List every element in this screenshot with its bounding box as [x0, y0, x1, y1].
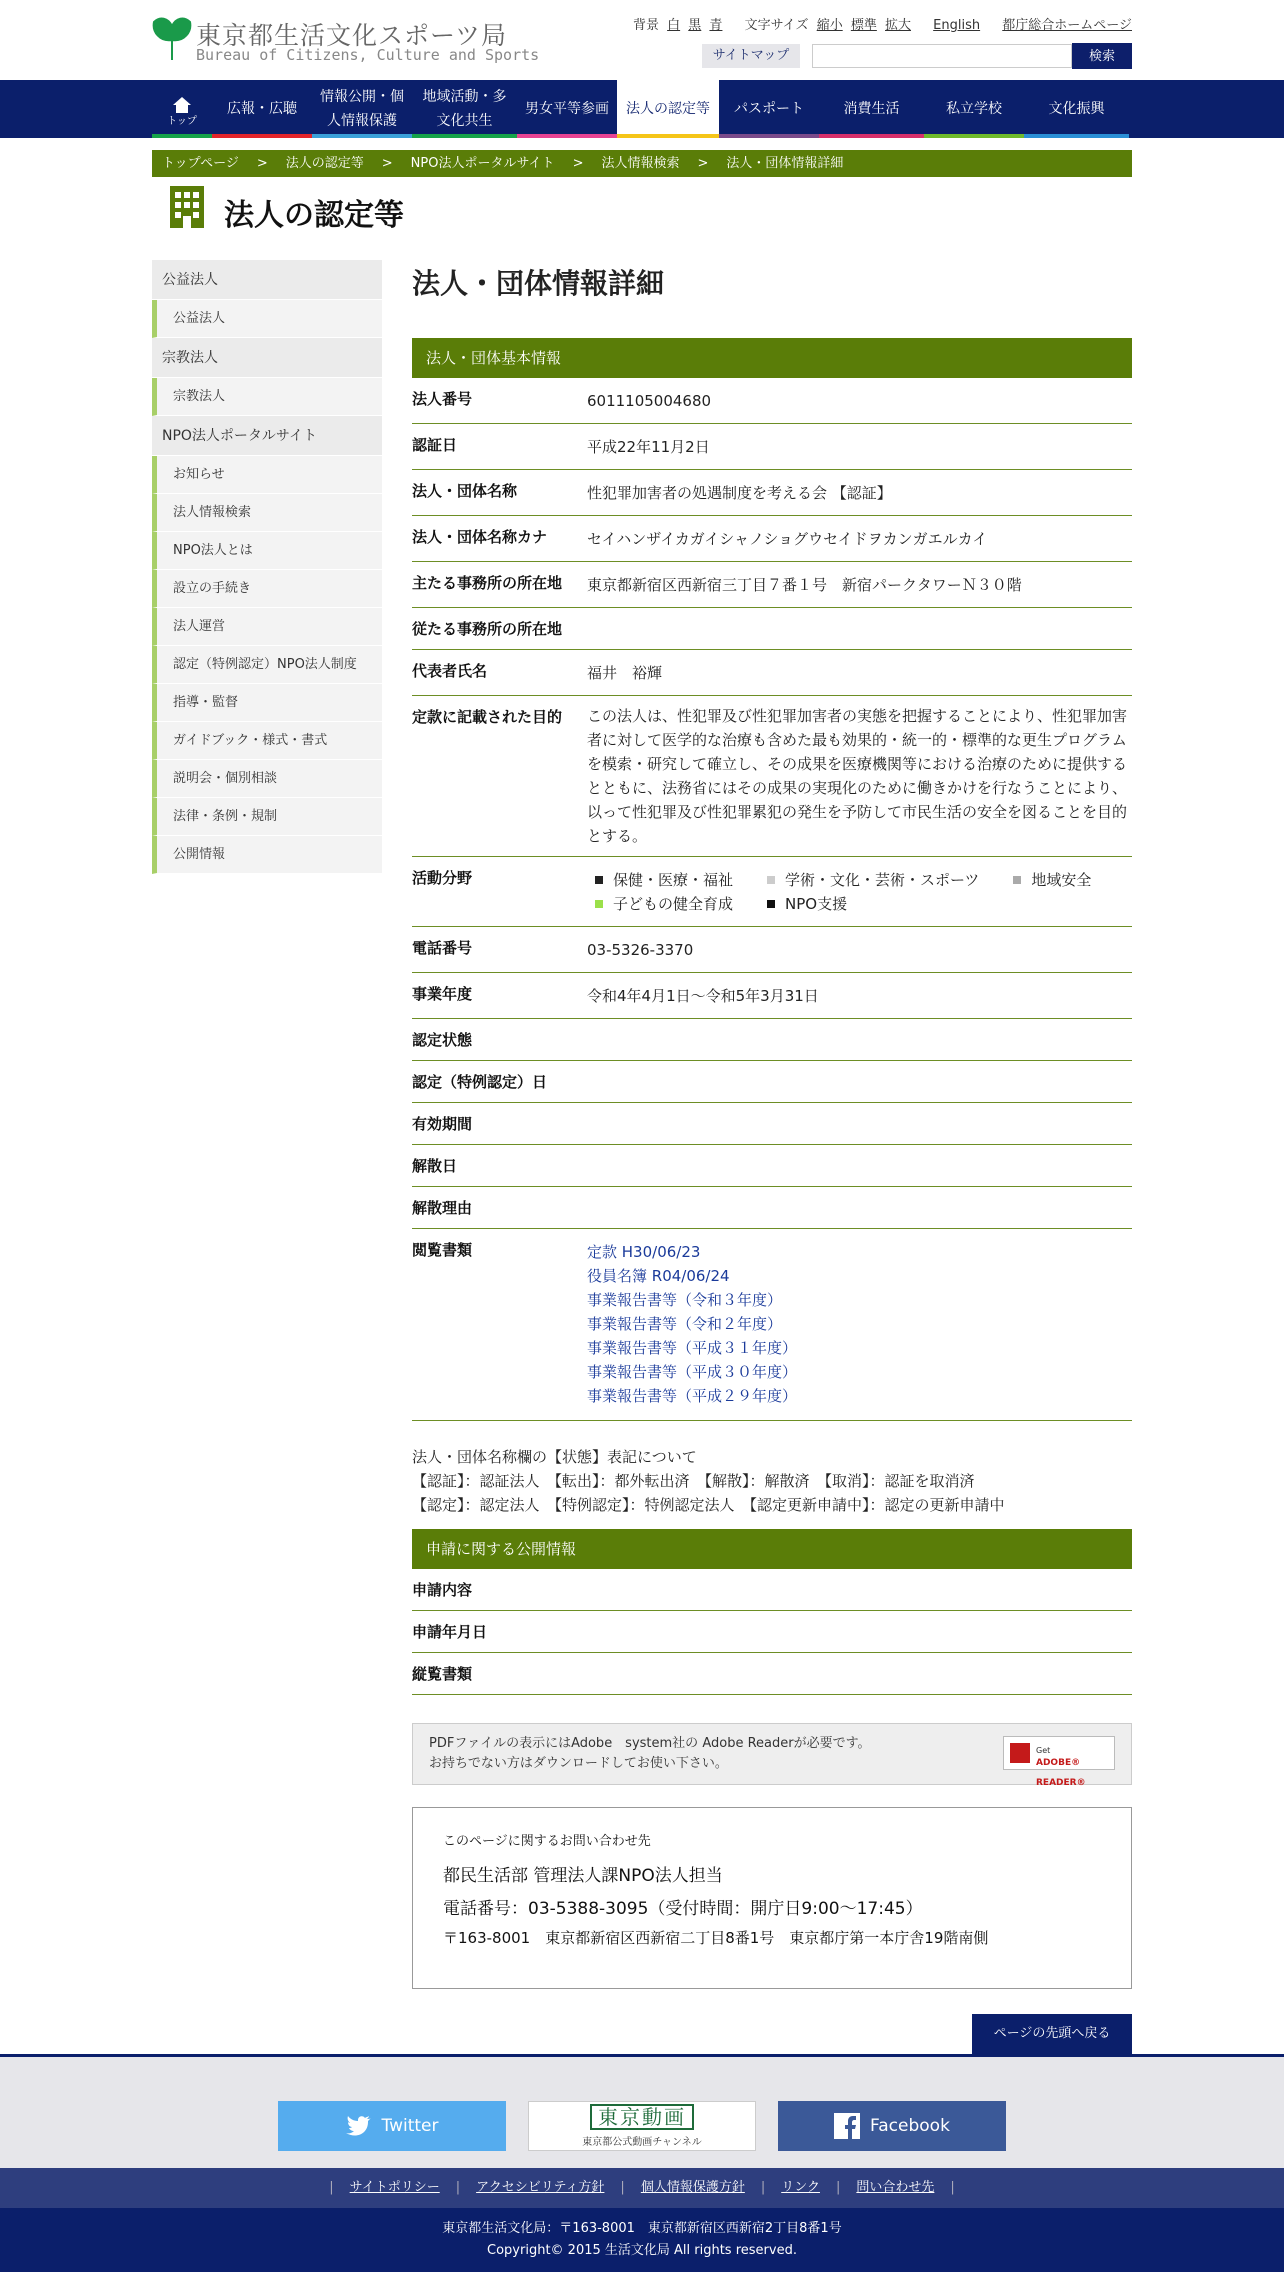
table-row	[412, 1187, 1132, 1229]
twitter-icon	[346, 2115, 372, 2137]
sidebar-item[interactable]: 説明会・個別相談	[152, 760, 382, 798]
contact-title: このページに関するお問い合わせ先	[443, 1834, 651, 1849]
cert-day-value	[587, 1061, 1132, 1103]
main-content	[412, 260, 1132, 1989]
field-label: 解散理由	[412, 1187, 587, 1229]
global-nav	[0, 80, 1284, 138]
tokyo-video-channel-button[interactable]	[528, 2101, 756, 2151]
pdf-notice	[412, 1723, 1132, 1788]
field-label: 閲覧書類	[412, 1229, 587, 1421]
breadcrumb	[152, 150, 1132, 177]
breadcrumb-item[interactable]: NPO法人ポータルサイト	[410, 156, 555, 171]
activity-label: 地域安全	[1031, 871, 1092, 889]
bg-blue-link[interactable]: 青	[709, 18, 723, 33]
pdf-note: PDFファイルの表示にはAdobe system社の Adobe Readerが必要です。	[429, 1736, 871, 1751]
documents-cell	[587, 1229, 1132, 1421]
bullet-icon	[1013, 876, 1021, 884]
nav-item[interactable]	[924, 80, 1024, 138]
nav-item-label: パスポート	[734, 101, 804, 117]
nav-item-label: 私立学校	[946, 101, 1002, 117]
document-link[interactable]: 事業報告書等（令和３年度）	[587, 1291, 783, 1309]
field-label: 代表者氏名	[412, 650, 587, 696]
document-link[interactable]: 事業報告書等（令和２年度）	[587, 1315, 783, 1333]
field-label: 活動分野	[412, 857, 587, 927]
breadcrumb-separator: >	[572, 156, 584, 171]
bg-black-link[interactable]: 黒	[688, 18, 702, 33]
field-label: 法人・団体名称	[412, 470, 587, 516]
nav-item-label: 男女平等参画	[525, 101, 609, 117]
search-button[interactable]: 検索	[1072, 43, 1132, 69]
footer-address: 東京都生活文化局：〒163-8001 東京都新宿区西新宿2丁目8番1号	[442, 2221, 842, 2236]
table-row	[412, 1569, 1132, 1611]
sidebar-item[interactable]: 宗教法人	[152, 378, 382, 416]
pdf-note: お持ちでない方はダウンロードしてお使い下さい。	[429, 1756, 728, 1771]
activity-item	[1013, 868, 1091, 892]
application-info-table	[412, 1569, 1132, 1695]
sitemap-button[interactable]: サイトマップ	[702, 44, 800, 68]
contact-box	[412, 1807, 1132, 1989]
font-normal-link[interactable]: 標準	[850, 18, 877, 33]
activity-item	[595, 868, 733, 892]
sidebar-item[interactable]: 設立の手続き	[152, 570, 382, 608]
bullet-icon	[767, 876, 775, 884]
back-to-top-button[interactable]: ページの先頭へ戻る	[972, 2014, 1132, 2054]
breadcrumb-separator: >	[381, 156, 393, 171]
footer-link[interactable]: リンク	[781, 2180, 820, 2195]
field-label: 解散日	[412, 1145, 587, 1187]
adobe-reader-text: ADOBE® READER®	[1036, 1758, 1086, 1788]
table-row	[412, 608, 1132, 650]
twitter-button[interactable]	[278, 2101, 506, 2151]
dissolve-reason-value	[587, 1187, 1132, 1229]
nav-item[interactable]	[1024, 80, 1129, 138]
activity-item	[595, 892, 733, 916]
footer-copyright	[0, 2208, 1284, 2272]
table-row	[412, 1611, 1132, 1653]
field-label: 縦覧書類	[412, 1653, 587, 1695]
sidebar-item[interactable]: 公益法人	[152, 300, 382, 338]
english-link[interactable]: English	[933, 18, 981, 33]
field-label: 認定状態	[412, 1019, 587, 1061]
sidebar-category[interactable]: 宗教法人	[152, 338, 382, 378]
field-label: 定款に記載された目的	[412, 696, 587, 857]
field-label: 申請内容	[412, 1569, 587, 1611]
legend-line: 【認定】：認定法人 【特例認定】：特例認定法人 【認定更新申請中】：認定の更新申請中	[412, 1496, 1005, 1514]
application-info-heading: 申請に関する公開情報	[412, 1529, 1132, 1569]
field-label: 認定（特例認定）日	[412, 1061, 587, 1103]
tokyo-video-caption: 東京都公式動画チャンネル	[582, 2137, 702, 2148]
ginkgo-leaf-icon	[152, 14, 192, 62]
nav-item-label: 文化振興	[1048, 101, 1105, 117]
document-link[interactable]: 事業報告書等（平成３０年度）	[587, 1363, 798, 1381]
sidebar-item[interactable]: 指導・監督	[152, 684, 382, 722]
sidebar-item[interactable]: お知らせ	[152, 456, 382, 494]
facebook-button[interactable]	[778, 2101, 1006, 2151]
metro-home-link[interactable]: 都庁総合ホームページ	[1002, 18, 1132, 33]
twitter-label: Twitter	[381, 2116, 439, 2136]
table-row	[412, 470, 1132, 516]
table-row	[412, 1061, 1132, 1103]
field-label: 有効期間	[412, 1103, 587, 1145]
sidebar-item[interactable]: 公開情報	[152, 836, 382, 874]
org-kana-value: セイハンザイカガイシャノショグウセイドヲカンガエルカイ	[587, 516, 1132, 562]
purpose-value: この法人は、性犯罪及び性犯罪加害者の実態を把握することにより、性犯罪加害者に対して医学的な治療も含めた最も効果的・統一的・標準的な更生プログラムを模索・研究して確立し、その成果を医療機関等における治療のために提供するとともに、法務省にはその成果の実現化のために働きかけを行なうことにより、以って性犯罪及び性犯罪累犯の発生を予防して市民生活の安全を図ることを目的とする。	[587, 696, 1132, 857]
nav-item-label: 地域活動・多 文化共生	[422, 89, 507, 129]
page-title: 法人・団体情報詳細	[412, 267, 665, 300]
get-adobe-reader-button[interactable]	[1003, 1736, 1115, 1788]
font-small-link[interactable]: 縮小	[816, 18, 843, 33]
table-row	[412, 1145, 1132, 1187]
facebook-icon	[834, 2113, 860, 2139]
table-row	[412, 424, 1132, 470]
contact-address: 〒163-8001 東京都新宿区西新宿二丁目8番1号 東京都庁第一本庁舎19階南側	[443, 1929, 989, 1947]
field-label: 法人・団体名称カナ	[412, 516, 587, 562]
table-row	[412, 378, 1132, 424]
activity-label: 保健・医療・福祉	[613, 871, 734, 889]
corp-number-value: 6011105004680	[587, 378, 1132, 424]
contact-phone: 電話番号：03-5388-3095（受付時間：開庁日9:00～17:45）	[443, 1899, 923, 1919]
document-link[interactable]: 事業報告書等（平成２９年度）	[587, 1387, 798, 1405]
footer-link[interactable]: サイトポリシー	[349, 2180, 440, 2195]
nav-home-label: トップ	[167, 116, 197, 127]
sidebar-item[interactable]: 法人情報検索	[152, 494, 382, 532]
sidebar-item[interactable]: ガイドブック・様式・書式	[152, 722, 382, 760]
nav-item-label: 消費生活	[843, 101, 900, 117]
breadcrumb-separator: >	[256, 156, 268, 171]
nav-item-label: 情報公開・個 人情報保護	[320, 89, 404, 129]
activity-label: 子どもの健全育成	[613, 895, 734, 913]
field-label: 認証日	[412, 424, 587, 470]
tokyo-video-logo: 東京動画	[590, 2104, 694, 2130]
table-row	[412, 927, 1132, 973]
legend-line: 【認証】：認証法人 【転出】：都外転出済 【解散】：解散済 【取消】：認証を取消済	[412, 1472, 975, 1490]
adobe-get-text: Get	[1036, 1746, 1051, 1755]
utility-bar	[629, 14, 1132, 33]
breadcrumb-item[interactable]: 法人情報検索	[601, 156, 680, 171]
bg-white-link[interactable]: 白	[667, 18, 681, 33]
table-row	[412, 1103, 1132, 1145]
sidebar-item[interactable]: 法律・条例・規制	[152, 798, 382, 836]
table-row	[412, 1653, 1132, 1695]
table-row	[412, 973, 1132, 1019]
facebook-label: Facebook	[870, 2116, 950, 2136]
activity-cell	[587, 857, 1132, 927]
legend-line: 法人・団体名称欄の【状態】表記について	[412, 1448, 697, 1466]
field-label: 法人番号	[412, 378, 587, 424]
section-title: 法人の認定等	[224, 198, 404, 233]
activity-list	[587, 868, 1132, 916]
sidebar-item[interactable]: 法人運営	[152, 608, 382, 646]
fiscal-year-value: 令和4年4月1日～令和5年3月31日	[587, 973, 1132, 1019]
site-header	[0, 0, 1284, 80]
sidebar-category[interactable]: NPO法人ポータルサイト	[152, 416, 382, 456]
sidebar-nav	[152, 260, 382, 874]
field-label: 事業年度	[412, 973, 587, 1019]
bullet-icon	[767, 900, 775, 908]
representative-value: 福井 裕輝	[587, 650, 1132, 696]
document-link[interactable]: 事業報告書等（平成３１年度）	[587, 1339, 798, 1357]
fontsize-label: 文字サイズ	[744, 18, 809, 33]
contact-department: 都民生活部 管理法人課NPO法人担当	[443, 1866, 723, 1886]
org-name-value: 性犯罪加害者の処遇制度を考える会 【認証】	[587, 470, 1132, 516]
footer-link[interactable]: アクセシビリティ方針	[476, 2180, 605, 2195]
document-link[interactable]: 定款 H30/06/23	[587, 1243, 701, 1261]
activity-label: 学術・文化・芸術・スポーツ	[785, 871, 980, 889]
logo-japanese: 東京都生活文化スポーツ局	[196, 21, 508, 50]
search-input[interactable]	[812, 44, 1072, 68]
breadcrumb-item[interactable]: トップページ	[162, 156, 239, 171]
nav-item[interactable]	[412, 80, 517, 138]
status-legend	[412, 1445, 1132, 1517]
table-row	[412, 650, 1132, 696]
sub-office-value	[587, 608, 1132, 650]
bullet-icon	[595, 876, 603, 884]
breadcrumb-item[interactable]: 法人の認定等	[285, 156, 364, 171]
field-label: 主たる事務所の所在地	[412, 562, 587, 608]
building-icon	[168, 184, 206, 228]
site-logo[interactable]	[152, 14, 540, 66]
sidebar-category[interactable]: 公益法人	[152, 260, 382, 300]
breadcrumb-separator: >	[697, 156, 709, 171]
home-icon	[172, 96, 192, 114]
activity-item	[767, 868, 979, 892]
table-row	[412, 516, 1132, 562]
nav-item-label: 広報・広聴	[227, 101, 297, 117]
breadcrumb-item: 法人・団体情報詳細	[726, 156, 844, 171]
nav-item[interactable]	[617, 80, 719, 138]
table-row	[412, 562, 1132, 608]
adobe-icon	[1010, 1743, 1030, 1763]
copyright-text: Copyright© 2015 生活文化局 All rights reserved.	[487, 2243, 797, 2258]
phone-value: 03-5326-3370	[587, 927, 1132, 973]
document-link[interactable]: 役員名簿 R04/06/24	[587, 1267, 730, 1285]
basic-info-table	[412, 378, 1132, 1421]
table-row	[412, 1019, 1132, 1061]
cert-status-value	[587, 1019, 1132, 1061]
nav-item-label: 法人の認定等	[626, 101, 710, 117]
font-large-link[interactable]: 拡大	[885, 18, 912, 33]
footer-link[interactable]: 問い合わせ先	[856, 2180, 935, 2195]
nav-item[interactable]	[517, 80, 617, 138]
dissolve-date-value	[587, 1145, 1132, 1187]
logo-english: Bureau of Citizens, Culture and Sports	[196, 46, 540, 64]
main-office-value: 東京都新宿区西新宿三丁目７番１号 新宿パークタワーＮ３０階	[587, 562, 1132, 608]
field-label: 電話番号	[412, 927, 587, 973]
footer-link[interactable]: 個人情報保護方針	[640, 2180, 745, 2195]
background-label: 背景	[632, 18, 659, 33]
field-label: 従たる事務所の所在地	[412, 608, 587, 650]
basic-info-heading: 法人・団体基本情報	[412, 338, 1132, 378]
activity-item	[767, 892, 847, 916]
nav-item[interactable]	[719, 80, 819, 138]
nav-item[interactable]	[312, 80, 412, 138]
table-row	[412, 696, 1132, 857]
nav-item[interactable]	[819, 80, 924, 138]
activity-label: NPO支援	[785, 895, 848, 913]
nav-item[interactable]	[212, 80, 312, 138]
footer-banners	[0, 2054, 1284, 2168]
sidebar-item[interactable]: 認定（特例認定）NPO法人制度	[152, 646, 382, 684]
valid-period-value	[587, 1103, 1132, 1145]
nav-home[interactable]	[152, 80, 212, 138]
sidebar-item[interactable]: NPO法人とは	[152, 532, 382, 570]
field-label: 申請年月日	[412, 1611, 587, 1653]
cert-date-value: 平成22年11月2日	[587, 424, 1132, 470]
footer-links: | サイトポリシー | アクセシビリティ方針 | 個人情報保護方針 | リンク | 問い合わせ先 |	[0, 2168, 1284, 2208]
bullet-icon	[595, 900, 603, 908]
table-row	[412, 857, 1132, 927]
table-row	[412, 1229, 1132, 1421]
